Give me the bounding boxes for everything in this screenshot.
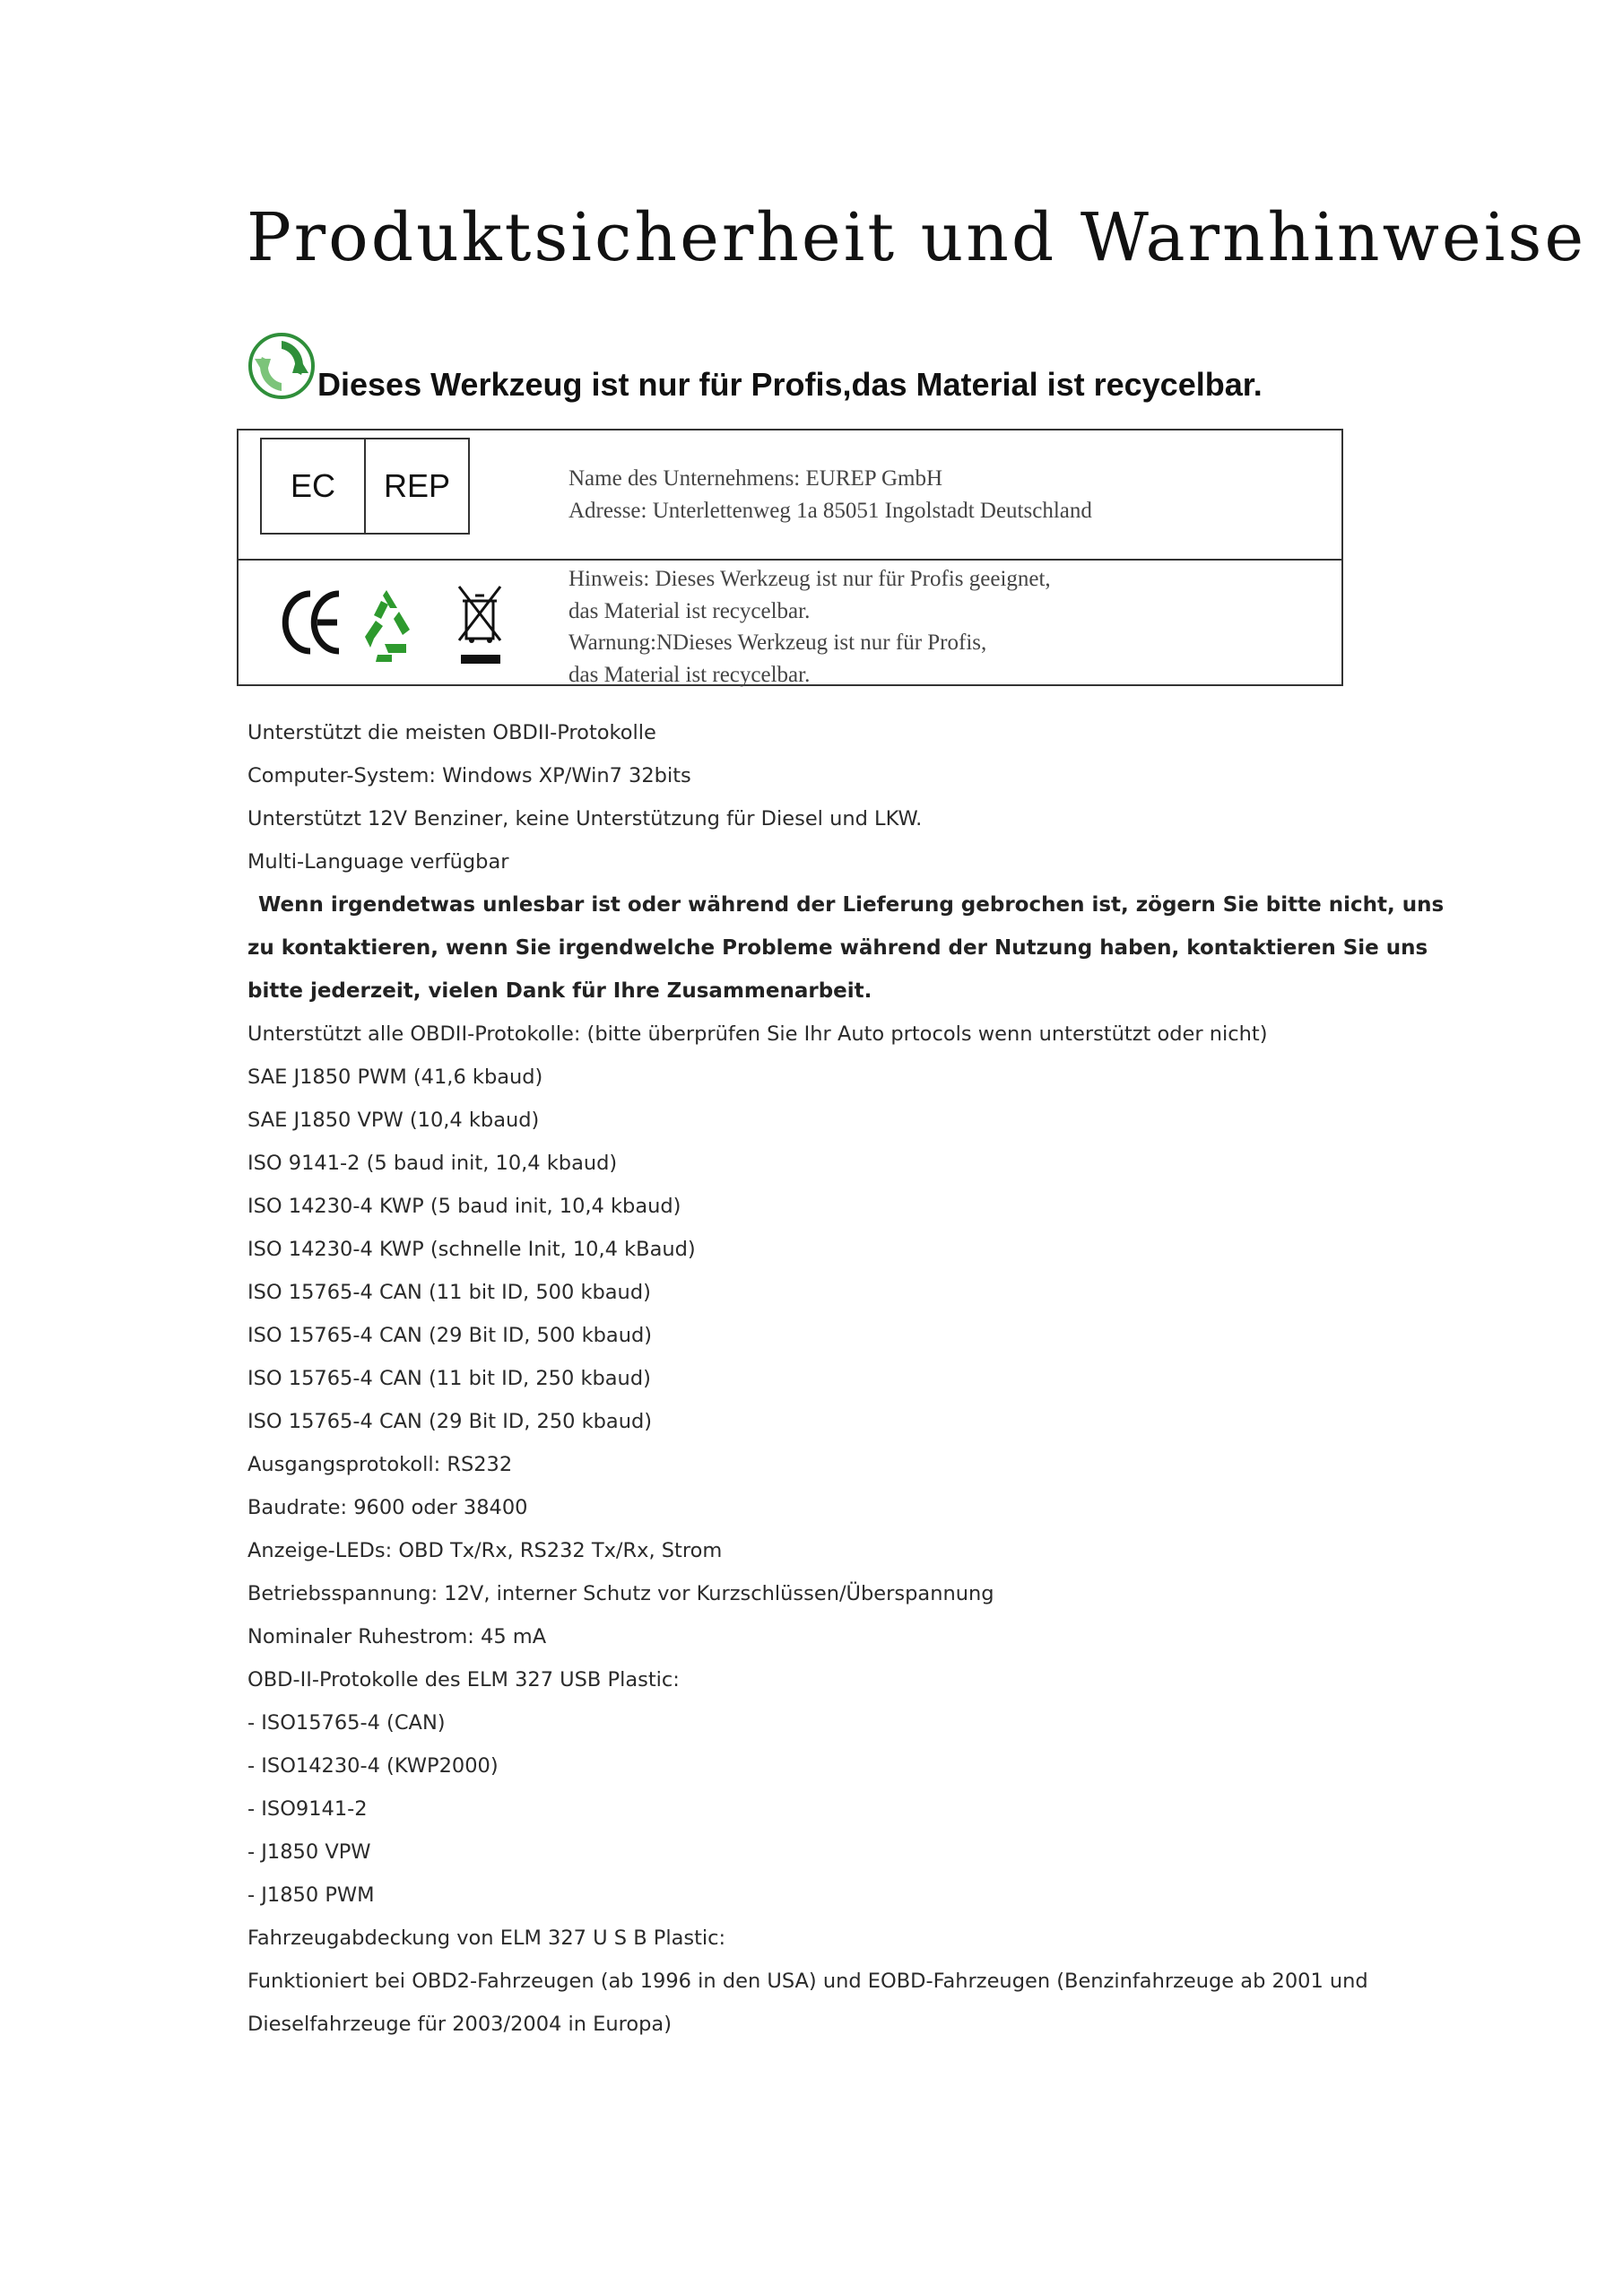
- safety-info-box: [237, 429, 1343, 686]
- spec-line: - ISO9141-2: [247, 1797, 368, 1821]
- spec-line: SAE J1850 PWM (41,6 kbaud): [247, 1065, 543, 1089]
- ec-rep-label: [260, 438, 470, 535]
- spec-line: Nominaler Ruhestrom: 45 mA: [247, 1625, 547, 1648]
- recycling-icon: [365, 590, 410, 662]
- spec-line: - ISO15765-4 (CAN): [247, 1711, 446, 1735]
- subtitle: Dieses Werkzeug ist nur für Profis,das Material ist recycelbar.: [317, 366, 1263, 403]
- company-info: [568, 463, 1092, 526]
- spec-line: - J1850 VPW: [247, 1840, 371, 1864]
- spec-line: Unterstützt 12V Benziner, keine Unterstützung für Diesel und LKW.: [247, 807, 923, 831]
- notice-line: das Material ist recycelbar.: [568, 598, 811, 623]
- contact-note-line: zu kontaktieren, wenn Sie irgendwelche Probleme während der Nutzung haben, kontaktieren Sie uns: [247, 936, 1428, 960]
- spec-line: Computer-System: Windows XP/Win7 32bits: [247, 764, 691, 787]
- spec-line: ISO 14230-4 KWP (5 baud init, 10,4 kbaud): [247, 1195, 681, 1218]
- spec-line: Funktioniert bei OBD2-Fahrzeugen (ab 1996 in den USA) und EOBD-Fahrzeugen (Benzinfahrzeuge ab 2001 und: [247, 1970, 1368, 1993]
- spec-line: Baudrate: 9600 oder 38400: [247, 1496, 528, 1519]
- spec-line: ISO 15765-4 CAN (11 bit ID, 500 kbaud): [247, 1281, 651, 1304]
- spec-line: - ISO14230-4 (KWP2000): [247, 1754, 499, 1778]
- crossed-out-bin-icon: [459, 587, 500, 664]
- row-divider: [239, 559, 1341, 561]
- spec-line: Ausgangsprotokoll: RS232: [247, 1453, 513, 1476]
- spec-line: Dieselfahrzeuge für 2003/2004 in Europa): [247, 2013, 672, 2036]
- spec-line: ISO 15765-4 CAN (29 Bit ID, 250 kbaud): [247, 1410, 653, 1433]
- compliance-symbols: [280, 581, 513, 671]
- spec-line: ISO 14230-4 KWP (schnelle Init, 10,4 kBaud): [247, 1238, 696, 1261]
- spec-line: Anzeige-LEDs: OBD Tx/Rx, RS232 Tx/Rx, Strom: [247, 1539, 723, 1562]
- spec-line: Unterstützt alle OBDII-Protokolle: (bitte überprüfen Sie Ihr Auto prtocols wenn unterstützt oder nicht): [247, 1022, 1268, 1046]
- spec-line: ISO 15765-4 CAN (29 Bit ID, 500 kbaud): [247, 1324, 653, 1347]
- spec-line: - J1850 PWM: [247, 1883, 375, 1907]
- ec-label: EC: [262, 439, 366, 533]
- notice-line: Warnung:NDieses Werkzeug ist nur für Profis,: [568, 631, 987, 655]
- notice-line: Hinweis: Dieses Werkzeug ist nur für Profis geeignet,: [568, 567, 1051, 591]
- contact-note-line: Wenn irgendetwas unlesbar ist oder während der Lieferung gebrochen ist, zögern Sie bitte nicht, uns: [258, 893, 1445, 917]
- spec-line: Multi-Language verfügbar: [247, 850, 509, 874]
- company-address-line: Adresse: Unterlettenweg 1a 85051 Ingolstadt Deutschland: [568, 498, 1092, 523]
- spec-line: ISO 15765-4 CAN (11 bit ID, 250 kbaud): [247, 1367, 651, 1390]
- spec-line: OBD-II-Protokolle des ELM 327 USB Plastic:: [247, 1668, 680, 1692]
- spec-line: Betriebsspannung: 12V, interner Schutz vor Kurzschlüssen/Überspannung: [247, 1582, 994, 1605]
- ce-mark-icon: [285, 594, 339, 651]
- page-title: Produktsicherheit und Warnhinweise: [247, 199, 1587, 276]
- spec-line: Fahrzeugabdeckung von ELM 327 U S B Plastic:: [247, 1926, 726, 1950]
- product-description: [247, 711, 1445, 2046]
- spec-line: ISO 9141-2 (5 baud init, 10,4 kbaud): [247, 1152, 618, 1175]
- spec-line: Unterstützt die meisten OBDII-Protokolle: [247, 721, 656, 744]
- contact-note-line: bitte jederzeit, vielen Dank für Ihre Zusammenarbeit.: [247, 979, 872, 1003]
- spec-line: SAE J1850 VPW (10,4 kbaud): [247, 1109, 540, 1132]
- notice-line: das Material ist recycelbar.: [568, 662, 811, 687]
- rep-label: REP: [383, 467, 451, 504]
- subtitle-row: [247, 330, 1413, 411]
- green-dot-recycling-icon: [247, 332, 316, 400]
- company-name-line: Name des Unternehmens: EUREP GmbH: [568, 466, 943, 491]
- notice-text: [568, 563, 1051, 691]
